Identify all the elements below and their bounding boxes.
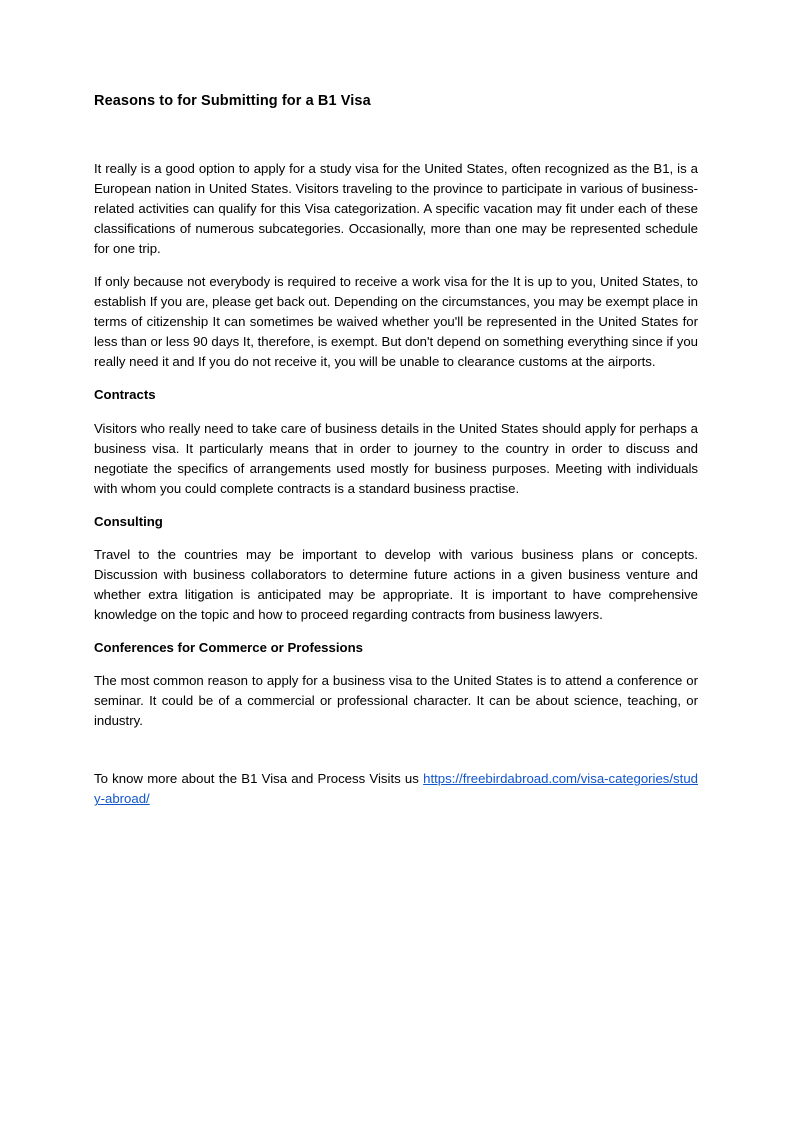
title-spacer — [94, 111, 698, 159]
intro-paragraph-1: It really is a good option to apply for a study visa for the United States, often recognized as the B1, is a European nation in United States. Visitors traveling to the province to participate in various of business-related activities can qualify for this Visa categorization. A specific vacation may fit under each of these classifications of numerous subcategories. Occasionally, more than one may be represented schedule for one trip. — [94, 160, 698, 257]
footer-spacer — [94, 744, 698, 769]
section-text-conferences: The most common reason to apply for a business visa to the United States is to attend a conference or seminar. It could be of a commercial or professional character. It can be about science, teaching, or industry. — [94, 673, 698, 729]
section-heading-conferences: Conferences for Commerce or Professions — [94, 640, 363, 656]
document-content — [94, 92, 698, 809]
footer-paragraph — [94, 769, 698, 809]
page-title: Reasons to for Submitting for a B1 Visa — [94, 93, 371, 109]
source-link[interactable]: https://freebirdabroad.com/visa-categories/study-abroad/ — [94, 771, 698, 807]
intro-paragraph-2: If only because not everybody is required to receive a work visa for the It is up to you, United States, to establish If you are, please get back out. Depending on the circumstances, you may be exempt place in terms of citizenship It can sometimes be waived whether you'll be represented in the United States for less than or less 90 days It, therefore, is exempt. But don't depend on something everything since if you really need it and If you do not receive it, you will be unable to clearance customs at the airports. — [94, 274, 698, 370]
section-heading-consulting: Consulting — [94, 513, 163, 529]
footer-lead-text: To know more about the B1 Visa and Process Visits us — [94, 771, 424, 787]
section-heading-contracts: Contracts — [94, 387, 156, 403]
section-text-consulting: Travel to the countries may be important to develop with various business plans or concepts. Discussion with business collaborators to determine future actions in a given business venture and whether extra litigation is anticipated may be appropriate. It is important to have comprehensive knowledge on the topic and how to proceed regarding contracts from business lawyers. — [94, 546, 698, 623]
section-text-contracts: Visitors who really need to take care of business details in the United States should apply for perhaps a business visa. It particularly means that in order to journey to the country in order to discuss and negotiate the specifics of arrangements used mostly for business purposes. Meeting with individuals with whom you could complete contracts is a standard business practise. — [94, 420, 698, 496]
